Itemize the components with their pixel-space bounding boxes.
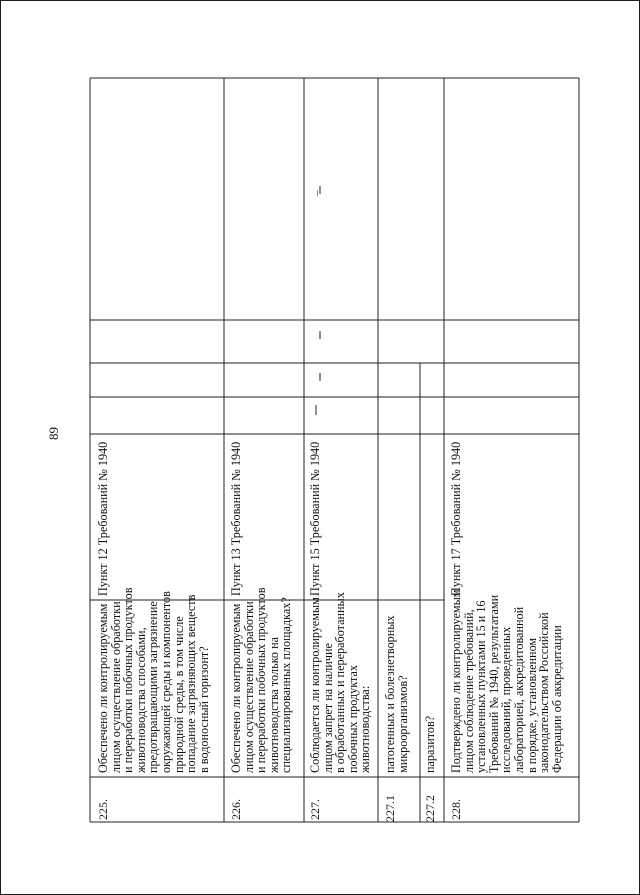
row-227-1-number: 227.1 [383,795,397,822]
row-227-1-question: патогенных и болезнетворных микроорганизмов? [383,615,410,773]
row-228-number: 228. [449,799,463,820]
row-225-number: 225. [96,799,110,820]
row-227-question: Соблюдается ли контролируемым лицом запрет на наличие в обработанных и переработанных побочных продуктах животноводства: [308,592,373,773]
row-225-question: Обеспечено ли контролируемым лицом осуществление обработки и переработки побочных продуктов животноводства способами, предотвращающими загрязнение окружающей среды и компонентов природной среды, в том числе попадание загрязняющих веществ в водоносный горизонт? [96,587,211,773]
page-number: 89 [46,427,61,440]
row-227-number: 227. [308,799,322,820]
row-227-reference: Пункт 15 Требований № 1940 [308,441,322,596]
row-226-number: 226. [229,799,243,820]
row-227-2-question: паразитов? [423,715,437,773]
row-227-2-number: 227.2 [423,795,437,822]
row-228-reference: Пункт 17 Требований № 1940 [449,441,463,596]
row-226-question: Обеспечено ли контролируемым лицом осуществление обработки и переработки побочных продуктов животноводства только на специализированных площадках? [229,587,294,773]
row-227-dash: – [311,190,323,196]
row-225-reference: Пункт 12 Требований № 1940 [96,441,110,596]
row-226-reference: Пункт 13 Требований № 1940 [229,441,243,596]
row-228-question: Подтверждено ли контролируемым лицом соблюдение требований, установленных пунктами 15 и 16 Требований № 1940, результатами исследований, проведенных лабораторией, аккредитованной в порядке, установленном законодательством Российской Федерации об аккредитации [449,589,564,773]
